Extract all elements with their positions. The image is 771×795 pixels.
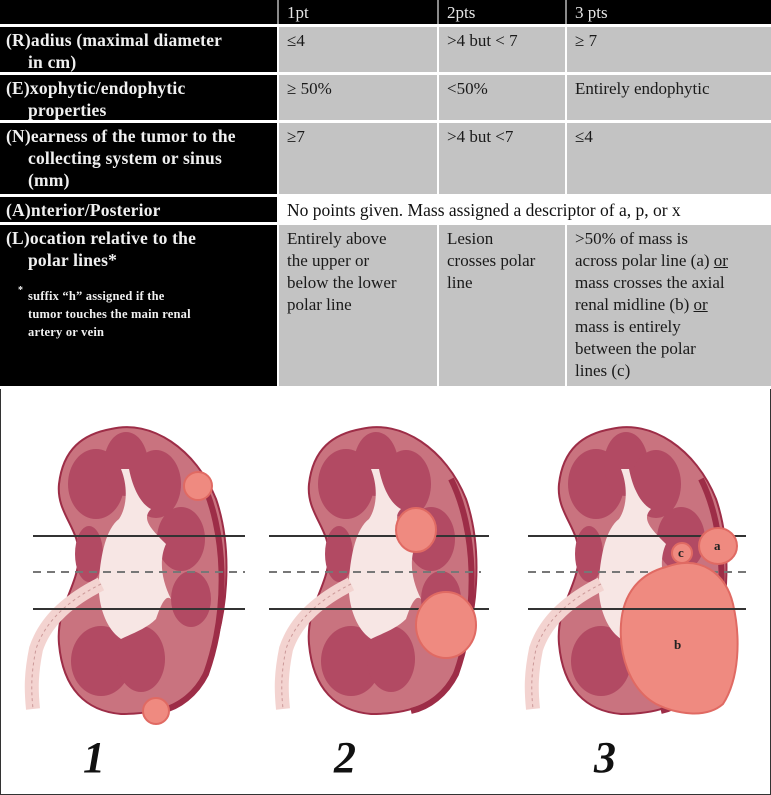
radius-1pt: ≤4 bbox=[279, 27, 437, 72]
row-label-radius bbox=[0, 27, 277, 72]
kidney-panel-2 bbox=[251, 389, 508, 729]
panel-number-1: 1 bbox=[83, 733, 105, 782]
row-label-radius-cont: in cm) bbox=[28, 52, 77, 72]
footnote-line: artery or vein bbox=[28, 325, 105, 339]
header-divider bbox=[437, 0, 439, 24]
location-1pt-line: Entirely above bbox=[287, 229, 387, 248]
tumor-crossing-lower bbox=[416, 592, 476, 658]
row-label-location-cont: polar lines* bbox=[28, 250, 118, 270]
location-3pts-line bbox=[575, 250, 763, 272]
row-label-location-lead: (L)ocation relative to the bbox=[6, 228, 197, 248]
row-label-exophytic-lead: (E)xophytic/endophytic bbox=[6, 78, 186, 98]
footnote-mark: * bbox=[18, 285, 24, 296]
nearness-2pts: >4 but <7 bbox=[439, 123, 565, 194]
location-3pts-line: >50% of mass is bbox=[575, 229, 688, 248]
location-2pts-line: crosses polar bbox=[447, 251, 536, 270]
header-1pt: 1pt bbox=[279, 0, 437, 24]
row-label-location bbox=[0, 225, 277, 386]
location-1pt-line: below the lower bbox=[287, 273, 397, 292]
header-divider bbox=[277, 0, 279, 24]
exophytic-1pt: ≥ 50% bbox=[279, 75, 437, 120]
anterior-posterior-description: No points given. Mass assigned a descriptor of a, p, or x bbox=[279, 197, 771, 222]
label-b: b bbox=[674, 637, 682, 652]
footnote-hilar bbox=[6, 287, 271, 341]
label-c: c bbox=[678, 545, 684, 560]
text: renal midline (b) bbox=[575, 295, 694, 314]
header-divider bbox=[565, 0, 567, 24]
renal-nephrometry-table bbox=[0, 0, 771, 389]
location-3pts-line: lines (c) bbox=[575, 361, 631, 380]
kidney-illustrations bbox=[0, 389, 771, 795]
footnote-line: suffix “h” assigned if the bbox=[28, 289, 165, 303]
nearness-3pts: ≤4 bbox=[567, 123, 771, 194]
location-3pts-line: between the polar bbox=[575, 339, 696, 358]
row-label-exophytic-cont: properties bbox=[28, 100, 107, 120]
radius-3pts: ≥ 7 bbox=[567, 27, 771, 72]
location-3pts bbox=[567, 225, 771, 386]
nearness-1pt: ≥7 bbox=[279, 123, 437, 194]
header-3pts: 3 pts bbox=[567, 0, 771, 24]
exophytic-3pts: Entirely endophytic bbox=[567, 75, 771, 120]
text: across polar line (a) bbox=[575, 251, 714, 270]
row-label-radius-lead: (R)adius (maximal diameter bbox=[6, 30, 223, 50]
tumor-crossing-upper bbox=[396, 508, 436, 552]
kidney-panel-1 bbox=[1, 389, 258, 729]
location-2pts-line: line bbox=[447, 273, 473, 292]
row-label-nearness-cont2: (mm) bbox=[28, 170, 70, 190]
or-underlined: or bbox=[693, 295, 708, 314]
location-1pt bbox=[279, 225, 437, 386]
panel-number-3: 3 bbox=[594, 733, 616, 782]
location-3pts-line: mass is entirely bbox=[575, 317, 681, 336]
row-label-nearness-cont1: collecting system or sinus bbox=[28, 148, 222, 168]
row-label-anterior-posterior: (A)nterior/Posterior bbox=[0, 197, 277, 222]
header-2pts: 2pts bbox=[439, 0, 565, 24]
exophytic-2pts: <50% bbox=[439, 75, 565, 120]
kidney-icon bbox=[32, 427, 227, 714]
or-underlined: or bbox=[713, 251, 728, 270]
location-1pt-line: the upper or bbox=[287, 251, 370, 270]
location-3pts-line: mass crosses the axial bbox=[575, 273, 725, 292]
kidney-panel-3 bbox=[501, 389, 771, 729]
label-a: a bbox=[714, 538, 721, 553]
tumor-lower bbox=[143, 698, 169, 724]
footnote-line: tumor touches the main renal bbox=[28, 307, 191, 321]
location-1pt-line: polar line bbox=[287, 295, 352, 314]
row-label-exophytic bbox=[0, 75, 277, 120]
location-2pts-line: Lesion bbox=[447, 229, 494, 248]
radius-2pts: >4 but < 7 bbox=[439, 27, 565, 72]
tumor-upper bbox=[184, 472, 212, 500]
kidney-icon bbox=[282, 427, 477, 714]
header-blank bbox=[0, 0, 277, 24]
row-label-nearness-lead: (N)earness of the tumor to the bbox=[6, 126, 236, 146]
row-label-nearness bbox=[0, 123, 277, 194]
location-2pts bbox=[439, 225, 565, 386]
location-3pts-line bbox=[575, 294, 763, 316]
panel-number-2: 2 bbox=[334, 733, 356, 782]
